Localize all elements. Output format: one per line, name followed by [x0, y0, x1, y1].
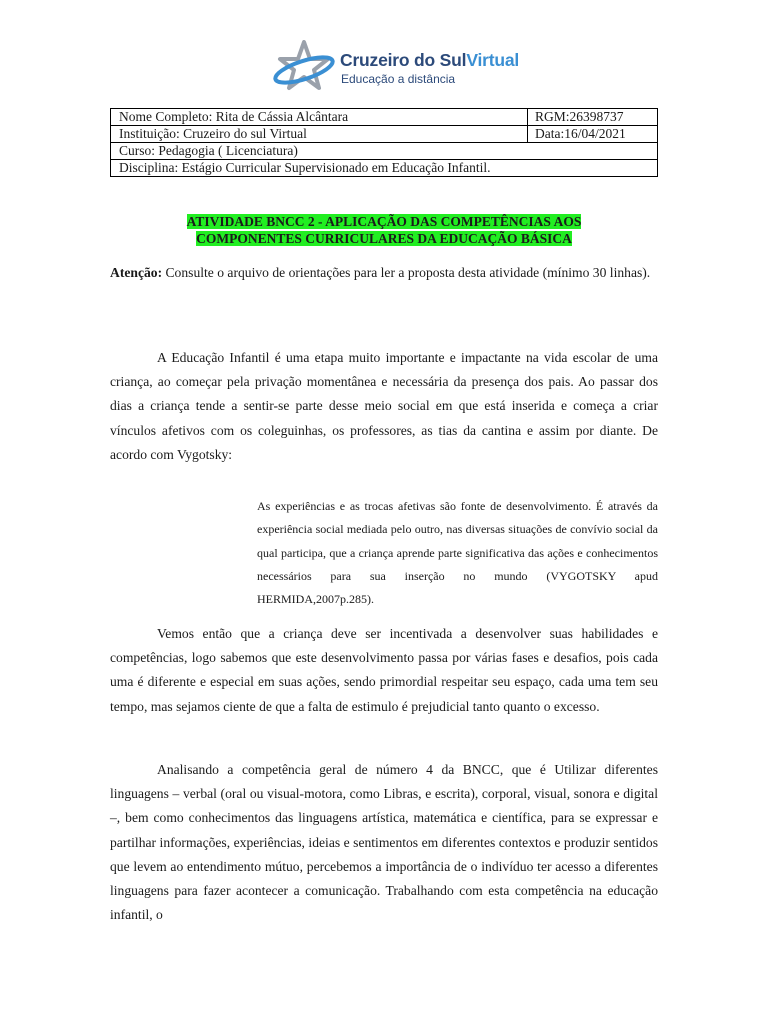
- body-paragraph-2: Vemos então que a criança deve ser incentivada a desenvolver suas habilidades e competências, logo sabemos que este desenvolvimento passa por várias fases e desafios, pois cada uma é diferente e especial em suas ações, sendo primordial respeitar seu espaço, cada uma tem seu tempo, mas sejamos ciente de que a falta de estimulo é prejudicial tanto quanto o excesso.: [110, 626, 658, 714]
- brand-tagline: Educação a distância: [341, 72, 456, 86]
- discipline-cell: Disciplina: Estágio Curricular Supervisionado em Educação Infantil.: [111, 160, 658, 177]
- course-cell: Curso: Pedagogia ( Licenciatura): [111, 143, 658, 160]
- attention-label: Atenção:: [110, 265, 163, 280]
- body-paragraph-3: Analisando a competência geral de número 4 da BNCC, que é Utilizar diferentes linguagens – verbal (oral ou visual-motora, como Libras, e escrita), corporal, visual, sonora e digital –, bem como conhecimentos das linguagens artística, matemática e científica, para se expressar e partilhar informações, experiências, ideias e sentimentos em diferentes contextos e produzir sentidos que levem ao entendimento mútuo, percebemos a importância de o indivíduo ter acesso a diferentes linguagens para fazer acontecer a comunicação. Trabalhando com esta competência na educação infantil, o: [110, 762, 658, 923]
- student-info-table: [110, 108, 658, 177]
- activity-title-line2: COMPONENTES CURRICULARES DA EDUCAÇÃO BÁSICA: [196, 231, 572, 246]
- attention-paragraph: [110, 261, 658, 285]
- body-paragraph-1: A Educação Infantil é uma etapa muito importante e impactante na vida escolar de uma criança, ao começar pela privação momentânea e necessária da presença dos pais. Ao passar dos dias a criança tende a sentir-se parte desse meio social em que está inserida e começa a criar vínculos afetivos com os coleguinhas, os professores, as tias da cantina e assim por diante. De acordo com Vygotsky:: [110, 350, 658, 462]
- star-orbit-icon: [272, 40, 336, 94]
- institution-logo: [272, 40, 520, 94]
- activity-title: [110, 213, 658, 247]
- activity-title-line1: ATIVIDADE BNCC 2 - APLICAÇÃO DAS COMPETÊNCIAS AOS: [186, 214, 582, 229]
- brand-name: Cruzeiro do SulVirtual: [340, 50, 520, 70]
- attention-text: Consulte o arquivo de orientações para ler a proposta desta atividade (mínimo 30 linhas).: [162, 265, 651, 280]
- rgm-cell: RGM:26398737: [528, 109, 658, 126]
- full-name-cell: Nome Completo: Rita de Cássia Alcântara: [111, 109, 528, 126]
- block-quote: As experiências e as trocas afetivas são fonte de desenvolvimento. É através da experiência social mediada pelo outro, nas diversas situações de convívio social da qual participa, que a criança aprende parte significativa das ações e conhecimentos necessários para sua inserção no mundo (VYGOTSKY apud HERMIDA,2007p.285).: [257, 499, 658, 607]
- institution-cell: Instituição: Cruzeiro do sul Virtual: [111, 126, 528, 143]
- date-cell: Data:16/04/2021: [528, 126, 658, 143]
